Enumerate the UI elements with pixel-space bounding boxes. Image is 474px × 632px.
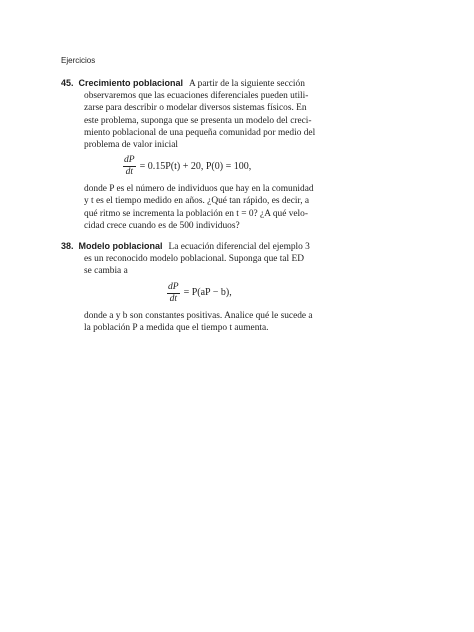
derivative-fraction bbox=[167, 282, 180, 305]
equation-rhs: = 0.15P(t) + 20, P(0) = 100, bbox=[139, 160, 252, 172]
text-line: observaremos que las ecuaciones diferenciales pueden utili- bbox=[84, 91, 309, 102]
text-line: donde P es el número de individuos que hay en la comunidad bbox=[84, 184, 314, 195]
exercise-header bbox=[61, 240, 314, 253]
equation-rhs: = P(aP − b), bbox=[183, 287, 232, 298]
text-line: La ecuación diferencial del ejemplo 3 bbox=[168, 242, 310, 252]
exercise-header bbox=[61, 77, 314, 90]
exercise-title: Modelo poblacional bbox=[78, 241, 163, 251]
text-line: A partir de la siguiente sección bbox=[189, 79, 305, 89]
equation bbox=[61, 155, 314, 178]
text-line: miento poblacional de una pequeña comunidad por medio del bbox=[84, 127, 316, 138]
exercise-title: Crecimiento poblacional bbox=[78, 78, 184, 88]
exercise-38 bbox=[61, 240, 314, 334]
text-line: la población P a medida que el tiempo t aumenta. bbox=[84, 322, 269, 333]
equation bbox=[61, 282, 314, 305]
text-line: es un reconocido modelo poblacional. Suponga que tal ED bbox=[84, 254, 304, 265]
exercise-45 bbox=[61, 77, 314, 232]
exercise-number: 38. bbox=[61, 241, 74, 251]
text-line: qué ritmo se incrementa la población en t = 0? ¿A qué velo- bbox=[84, 208, 308, 219]
text-line: donde a y b son constantes positivas. Analice qué le sucede a bbox=[84, 310, 313, 321]
fraction-numerator: dP bbox=[168, 281, 179, 292]
text-line: y t es el tiempo medido en años. ¿Qué tan rápido, es decir, a bbox=[84, 196, 310, 207]
derivative-fraction bbox=[123, 155, 136, 178]
text-line: zarse para describir o modelar diversos sistemas físicos. En bbox=[84, 103, 307, 114]
text-line: cidad crece cuando es de 500 individuos? bbox=[84, 220, 240, 231]
fraction-numerator: dP bbox=[124, 155, 135, 166]
section-heading: Ejercicios bbox=[61, 56, 96, 65]
exercise-number: 45. bbox=[61, 78, 74, 88]
text-line: se cambia a bbox=[84, 266, 128, 277]
text-line: este problema, suponga que se presenta un modelo del creci- bbox=[84, 115, 312, 126]
fraction-denominator: dt bbox=[169, 293, 177, 304]
text-line: problema de valor inicial bbox=[84, 140, 178, 151]
fraction-denominator: dt bbox=[125, 167, 133, 178]
